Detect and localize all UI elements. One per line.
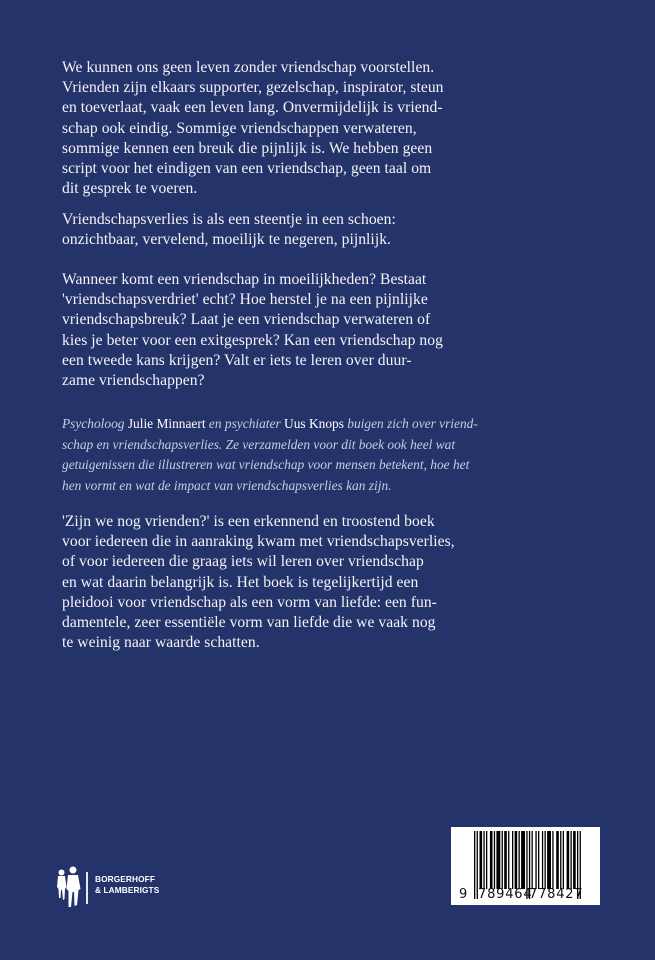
logo-divider [86, 872, 88, 904]
text-line: vriendschapsbreuk? Laat je een vriendschap verwateren of [62, 311, 431, 329]
text-line: Vrienden zijn elkaars supporter, gezelschap, inspirator, steun [62, 79, 444, 97]
text-fragment: buigen zich over vriend- [343, 416, 478, 431]
metaphor-paragraph [62, 210, 582, 250]
questions-paragraph [62, 270, 582, 391]
isbn-digits-left: 789464 [478, 887, 533, 902]
publisher-logo [50, 862, 210, 908]
text-line: of voor iedereen die graag iets wil leren over vriendschap [62, 553, 424, 571]
publisher-name-line2: & LAMBERIGTS [95, 884, 160, 895]
summary-paragraph [62, 512, 582, 653]
text-line: sommige kennen een breuk die pijnlijk is. We hebben geen [62, 139, 433, 157]
text-line: kies je beter voor een exitgesprek? Kan een vriendschap nog [62, 331, 443, 349]
text-line: te weinig naar waarde schatten. [62, 634, 260, 652]
text-line: onzichtbaar, vervelend, moeilijk te negeren, pijnlijk. [62, 231, 391, 249]
text-line: 'vriendschapsverdriet' echt? Hoe herstel je na een pijnlijke [62, 291, 428, 309]
isbn-barcode [451, 827, 600, 905]
publisher-name-line1: BORGERHOFF [95, 874, 155, 884]
authors-paragraph [62, 414, 582, 496]
publisher-name [95, 874, 159, 895]
text-line: damentele, zeer essentiële vorm van liefde die we vaak nog [62, 614, 436, 632]
text-line: Vriendschapsverlies is als een steentje in een schoen: [62, 211, 396, 228]
text-line: getuigenissen die illustreren wat vriendschap voor mensen betekent, hoe het [62, 457, 470, 473]
text-line: Wanneer komt een vriendschap in moeilijkheden? Bestaat [62, 271, 427, 288]
walking-figures-icon [53, 865, 83, 909]
isbn-digits-right: 778427 [529, 887, 584, 902]
text-line: en toeverlaat, vaak een leven lang. Onvermijdelijk is vriend- [62, 99, 443, 117]
author-name-julie-minnaert: Julie Minnaert [127, 416, 206, 431]
text-line: dit gesprek te voeren. [62, 180, 198, 198]
text-line: schap ook eindig. Sommige vriendschappen verwateren, [62, 119, 417, 137]
text-line: pleidooi voor vriendschap als een vorm van liefde: een fun- [62, 593, 437, 611]
text-line: schap en vriendschapsverlies. Ze verzamelden voor dit boek ook heel wat [62, 436, 456, 452]
text-fragment: en psychiater [205, 416, 285, 431]
intro-paragraph [62, 58, 582, 199]
text-line [62, 414, 582, 435]
text-fragment: Psycholoog [62, 416, 128, 431]
text-line: voor iedereen die in aanraking kwam met vriendschapsverlies, [62, 533, 455, 551]
text-line: 'Zijn we nog vrienden?' is een erkennend en troostend boek [62, 513, 435, 530]
text-line: een tweede kans krijgen? Valt er iets te leren over duur- [62, 351, 412, 369]
text-line: zame vriendschappen? [62, 372, 205, 390]
text-line: We kunnen ons geen leven zonder vriendschap voorstellen. [62, 59, 435, 76]
isbn-digit-prefix: 9 [459, 887, 468, 902]
text-line: hen vormt en wat de impact van vriendschapsverlies kan zijn. [62, 477, 392, 493]
text-line: script voor het eindigen van een vriendschap, geen taal om [62, 160, 432, 178]
author-name-uus-knops: Uus Knops [284, 416, 344, 431]
text-line: en wat daarin belangrijk is. Het boek is tegelijkertijd een [62, 573, 419, 591]
